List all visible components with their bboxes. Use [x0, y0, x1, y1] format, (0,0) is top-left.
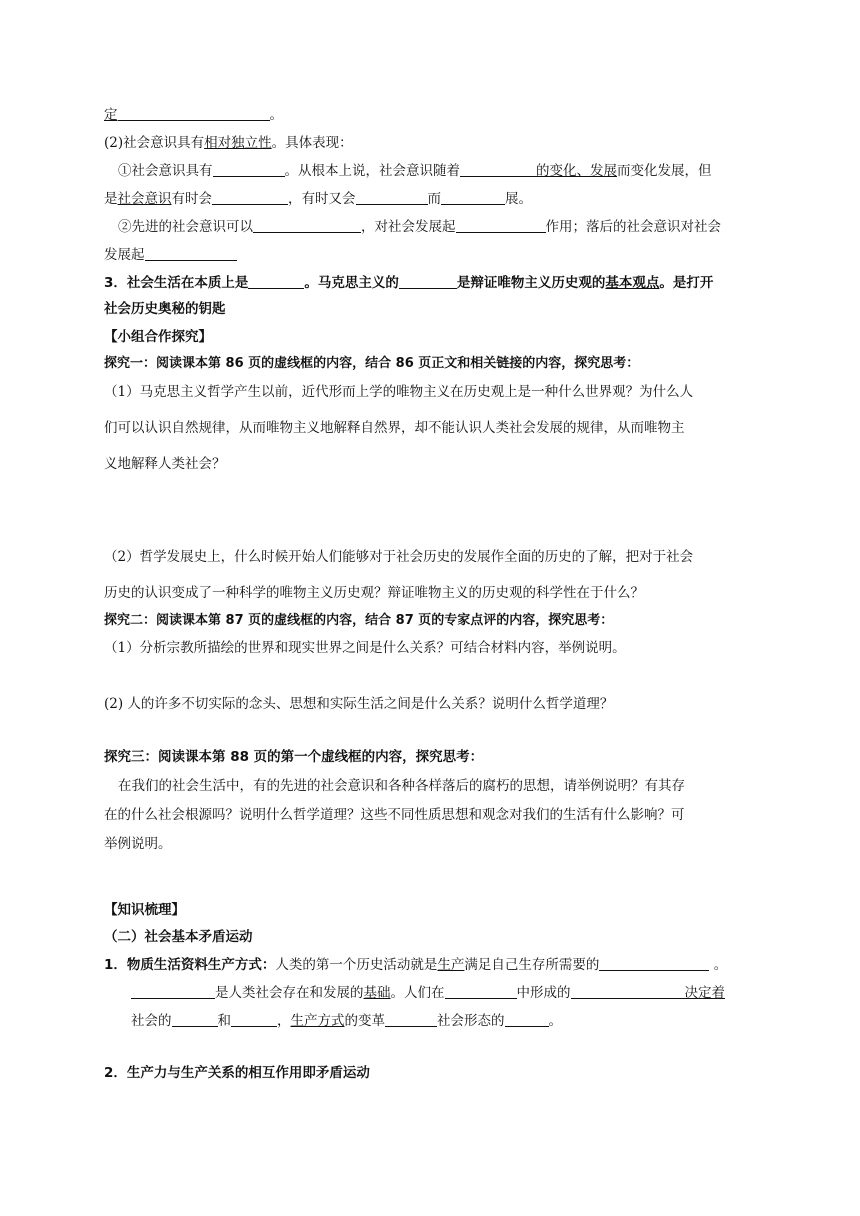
text: 社会的 — [131, 1013, 172, 1029]
text: ， — [277, 1013, 291, 1029]
text: ，对社会发展起 — [361, 219, 456, 235]
text: 。马克思主义的 — [304, 275, 399, 291]
exploration-title: 探究三：阅读课本第 88 页的第一个虚线框的内容，探究思考： — [104, 749, 484, 765]
text: 社会意识 — [117, 191, 172, 207]
question-line: 义地解释人类社会？ — [104, 456, 226, 472]
text-line: 2．生产力与生产关系的相互作用即矛盾运动 — [104, 1065, 370, 1081]
fill-blank[interactable] — [571, 984, 685, 999]
text: 和 — [217, 1013, 231, 1029]
text: 生产 — [437, 957, 465, 973]
fill-blank[interactable] — [253, 218, 361, 233]
fill-blank[interactable] — [356, 190, 428, 205]
fill-blank[interactable] — [445, 984, 517, 999]
text: 。 — [709, 957, 728, 973]
text: 满足自己生存所需要的 — [464, 957, 600, 973]
fill-blank[interactable] — [599, 956, 709, 971]
exploration-title: 探究二：阅读课本第 87 页的虚线框的内容，结合 87 页的专家点评的内容，探究思考： — [104, 613, 614, 628]
text: 基础 — [363, 985, 391, 1001]
text: 社会形态的 — [437, 1013, 505, 1029]
text: 。从根本上说，社会意识随着 — [284, 163, 460, 179]
text: 展。 — [505, 191, 532, 207]
text: 生产方式 — [290, 1013, 345, 1029]
fill-blank[interactable] — [145, 246, 237, 261]
text: 中形成的 — [516, 985, 571, 1001]
text: 。是打开 — [659, 275, 714, 291]
text-line — [104, 131, 353, 151]
text: 是 — [104, 191, 118, 207]
fill-blank[interactable] — [248, 274, 304, 289]
text: 。具体表现： — [271, 135, 353, 151]
fill-blank[interactable] — [441, 190, 505, 205]
text: 而 — [427, 191, 441, 207]
section-heading: 【小组合作探究】 — [104, 329, 212, 345]
fill-blank[interactable] — [212, 190, 288, 205]
text: ，有时又会 — [288, 191, 356, 207]
text: 的变革 — [344, 1013, 385, 1029]
fill-blank[interactable] — [131, 984, 215, 999]
text: (2)社会意识具有 — [104, 135, 205, 151]
text: 是人类社会存在和发展的 — [215, 985, 364, 1001]
text-line — [104, 953, 727, 973]
text: 发展起 — [104, 247, 145, 263]
text: 。 — [269, 107, 283, 123]
text: 1．物质生活资料生产方式： — [104, 957, 276, 973]
body-line: 举例说明。 — [104, 836, 172, 852]
text: ①社会意识具有 — [118, 163, 213, 179]
text-line — [131, 1009, 562, 1029]
fill-blank[interactable] — [231, 1012, 277, 1027]
text: 。 — [548, 1013, 562, 1029]
fill-blank[interactable] — [460, 162, 536, 177]
question-line: （2）哲学发展史上，什么时候开始人们能够对于社会历史的发展作全面的历史的了解，把对于社会 — [104, 549, 694, 565]
text: 3．社会生活在本质上是 — [104, 275, 249, 291]
fill-blank[interactable] — [172, 1012, 218, 1027]
text-line — [118, 159, 712, 179]
subsection-heading: （二）社会基本矛盾运动 — [104, 929, 253, 945]
text: 基本观点 — [605, 275, 660, 291]
text: 有时会 — [171, 191, 212, 207]
text-line — [118, 215, 721, 235]
text-line — [104, 243, 237, 263]
text: 决定着 — [684, 985, 725, 1001]
question-line: （1）马克思主义哲学产生以前，近代形而上学的唯物主义在历史观上是一种什么世界观？为什么人 — [104, 384, 694, 400]
fill-blank[interactable] — [456, 218, 546, 233]
exploration-title: 探究一：阅读课本第 86 页的虚线框的内容，结合 86 页正文和相关链接的内容，探究思考： — [104, 356, 640, 371]
text-line — [104, 271, 713, 291]
text: 相对独立性 — [204, 135, 272, 151]
question-line: (2) 人的许多不切实际的念头、思想和实际生活之间是什么关系？说明什么哲学道理？ — [104, 696, 614, 712]
text: 作用；落后的社会意识对社会 — [545, 219, 721, 235]
section-heading: 【知识梳理】 — [104, 902, 185, 918]
text: 人类的第一个历史活动就是 — [275, 957, 438, 973]
question-line: 历史的认识变成了一种科学的唯物主义历史观？辩证唯物主义的历史观的科学性在于什么？ — [104, 585, 644, 601]
fill-blank[interactable] — [213, 162, 285, 177]
text-line — [104, 187, 532, 207]
text: ②先进的社会意识可以 — [118, 219, 253, 235]
text: 而变化发展，但 — [617, 163, 712, 179]
question-line: 们可以认识自然规律，从而唯物主义地解释自然界，却不能认识人类社会发展的规律，从而唯物主 — [104, 420, 685, 436]
text-line — [131, 981, 725, 1001]
text: 定 — [104, 107, 118, 123]
text: 的变化、发展 — [536, 163, 617, 179]
fill-blank[interactable] — [385, 1012, 437, 1027]
fill-blank[interactable] — [399, 274, 457, 289]
fill-blank[interactable] — [505, 1012, 549, 1027]
text: 。人们在 — [390, 985, 445, 1001]
body-line: 在的什么社会根源吗？说明什么哲学道理？这些不同性质思想和观念对我们的生活有什么影响？可 — [104, 807, 685, 823]
question-line: （1）分析宗教所描绘的世界和现实世界之间是什么关系？可结合材料内容，举例说明。 — [104, 640, 626, 656]
text-line — [104, 103, 283, 123]
text: 是辩证唯物主义历史观的 — [456, 275, 606, 291]
body-line: 在我们的社会生活中，有的先进的社会意识和各种各样落后的腐朽的思想，请举例说明？有其存 — [118, 778, 685, 794]
fill-blank[interactable] — [118, 106, 270, 121]
text-line: 社会历史奥秘的钥匙 — [104, 301, 226, 317]
